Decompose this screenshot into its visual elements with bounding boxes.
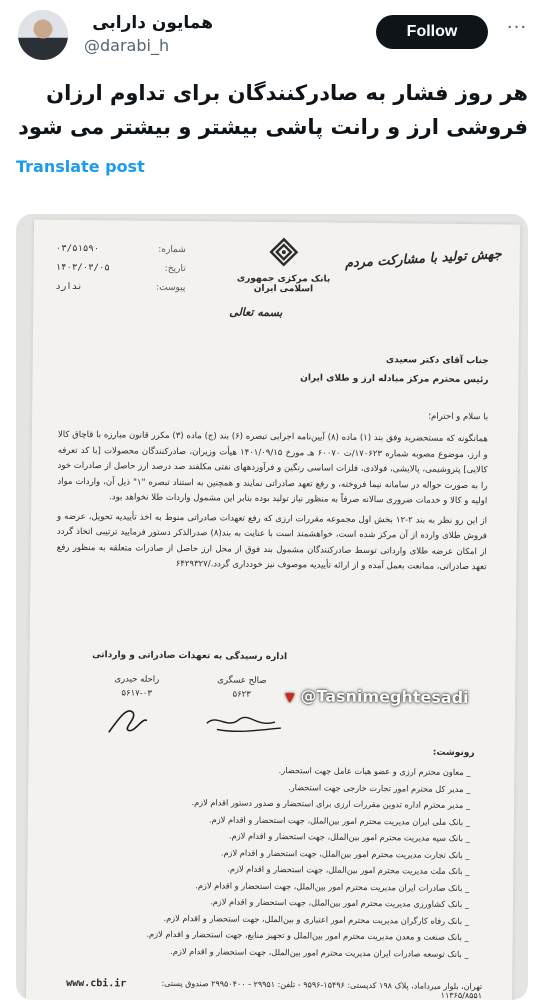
cc-list [86,760,470,962]
post-header [0,0,543,70]
list-item: _ مدیر کل محترم امور تجارت خارجی جهت استحضار. [288,781,471,794]
footer-address: تهران، بلوار میرداماد، پلاک ۱۹۸ کدپستی: ۱۵۴۹۶-۹۵۹۶ - تلفن: ۲۹۹۵۱ - ۲۹۹۵۰۴۰۰ صندوق پستی: ۱۱۳۶۵/۸۵۵۱ [161,978,483,1000]
signer-name: راحله حیدری [114,674,160,685]
list-item: _ بانک تجارت مدیریت محترم امور بین‌الملل، جهت استحضار و اقدام لازم. [220,846,470,860]
recipient-name: جناب آقای دکتر سعیدی [385,355,489,367]
list-item: _ بانک ملی ایران مدیریت محترم امور بین‌الملل، جهت استحضار و اقدام لازم. [209,813,470,827]
signer-code: ۵۶۱۷-۰۳ [121,688,152,699]
letter-number: ۰۳/۵۱۵۹۰ [55,243,100,255]
list-item: _ بانک رفاه کارگران مدیریت محترم امور اعتباری و بین‌الملل، جهت استحضار و اقدام لازم. [163,912,469,926]
list-item: _ مدیر محترم اداره تدوین مقررات ارزی برای استحضار و صدور دستور اقدام لازم. [191,797,471,811]
more-options-icon[interactable]: ··· [506,17,528,38]
letter-date-row [56,259,186,279]
list-item: _ بانک کشاورزی مدیریت محترم امور بین‌الملل، جهت استحضار و اقدام لازم. [210,896,470,910]
post-media-image[interactable] [16,214,528,1000]
watermark-text: @Tasnimeghtesadi [300,686,469,708]
recipient-title: رئیس محترم مرکز مبادله ارز و طلای ایران [300,373,489,386]
slogan-right: جهش تولید با مشارکت مردم [344,246,503,272]
slogan-left: بسمه تعالی [229,305,283,320]
letter-paragraph: از این رو نظر به بند ۲-۱۲ بخش اول مجموعه مقررات ارزی که رفع تعهدات صادراتی منوط به اخذ تأییدیه تحویل، عرضه و فروش طلای وارده از آن مرکز شده است، خواهشمند است با عنایت به بند(۸) صدرالذکر دستور فرمایید ترتیبی اتخاذ گردد از امکان عرضه طلای وارداتی توسط صادرکنندگان مشمول بند فوق از محل ارز حاصل از صادرات متعلقه به منظور رفع تعهد صادراتی، ممانعت بعمل آمده و از ارائه تأییدیه موصوف نیز خودداری گردد./۶۴۲۹۳۲۷ [56,511,488,573]
letter-date: ۱۴۰۳/۰۳/۰۵ [55,262,110,274]
letter-attachment: ندارد [55,281,83,292]
list-item: _ معاون محترم ارزی و عضو هیات عامل جهت استحضار. [278,765,471,778]
source-watermark [285,686,469,707]
list-item: _ بانک سپه مدیریت محترم امور بین‌الملل، جهت استحضار و اقدام لازم. [229,830,470,844]
meta-label: شماره: [158,244,186,256]
signer-code: ۵۶۲۳ [232,689,251,700]
list-item: _ بانک صنعت و معدن مدیریت محترم امور بین‌الملل و تجهیز منابع، جهت استحضار و اقدام لازم. [146,928,469,943]
letter-recipient [300,350,489,390]
list-item: _ بانک ملت مدیریت محترم امور بین‌الملل، جهت استحضار و اقدام لازم. [227,863,470,877]
meta-label: پیوست: [156,282,186,294]
triangle-icon: ▼ [285,690,295,705]
author-handle[interactable]: @darabi_h [84,36,170,55]
issuing-department: اداره رسیدگی به تعهدات صادراتی و وارداتی [92,650,288,663]
footer-website: www.cbi.ir [66,977,127,990]
letter-greeting: با سلام و احترام؛ [428,411,489,423]
list-item: _ بانک صادرات ایران مدیریت محترم امور بین‌الملل، جهت استحضار و اقدام لازم. [195,879,470,893]
follow-button[interactable]: Follow [376,15,488,49]
letter-document [26,219,520,1000]
letter-number-row [56,240,186,260]
central-bank-emblem-icon [264,232,304,272]
list-item: _ بانک توسعه صادرات ایران مدیریت محترم امور بین‌الملل، جهت استحضار و اقدام لازم. [170,945,469,959]
signer [194,673,289,702]
letter-footer [66,978,482,1000]
letter-paragraph: همانگونه که مستحضرید وفق بند (۱) ماده (۸) آیین‌نامه اجرایی تبصره (۶) بند (ج) ماده (۳) مکرر قانون مبارزه با قاچاق کالا و ارز، موضوع مصوبه شماره ۱۷۰۶۲۳/ت ۶۰۰۷۰ هـ مورخ ۱۴۰۱/۰۹/۱۵ هیأت وزیران، صادرکنندگان محصولات [با کد تعرفه کالایی] پتروشیمی، پالایشی، فولادی، فلزات اساسی رنگین و فرآوردههای نفتی مکلفند صد درصد ارز حاصل از صادرات خود را به صورت حواله در سامانه نیما فروخته، و رفع تعهد صادراتی نمایند و همچنین به استناد تبصره "۱" ذیل آن، واردات مواد اولیه و کالا و خدمات ضروری سالانه صرفاً به منظور نیاز تولید بوده بنابر این مشمول واردات طلا نخواهد بود. [57,429,488,507]
meta-label: تاریخ: [164,263,186,275]
letter-meta [55,240,186,298]
signer [89,672,184,701]
bank-name: بانک مرکزی جمهوری اسلامی ایران [236,273,331,295]
avatar[interactable] [18,10,68,60]
handwritten-signatures [99,698,289,740]
letter-attachment-row [55,278,185,298]
translate-post-link[interactable]: Translate post [16,157,145,176]
author-display-name[interactable]: همایون دارابی [92,13,213,33]
post-text: هر روز فشار به صادرکنندگان برای تداوم ارزان فروشی ارز و رانت پاشی بیشتر و بیشتر می شود [18,81,528,139]
cc-title: رونوشت: [432,747,475,759]
letter-body [56,428,488,580]
signer-name: صالح عسگری [217,675,267,686]
